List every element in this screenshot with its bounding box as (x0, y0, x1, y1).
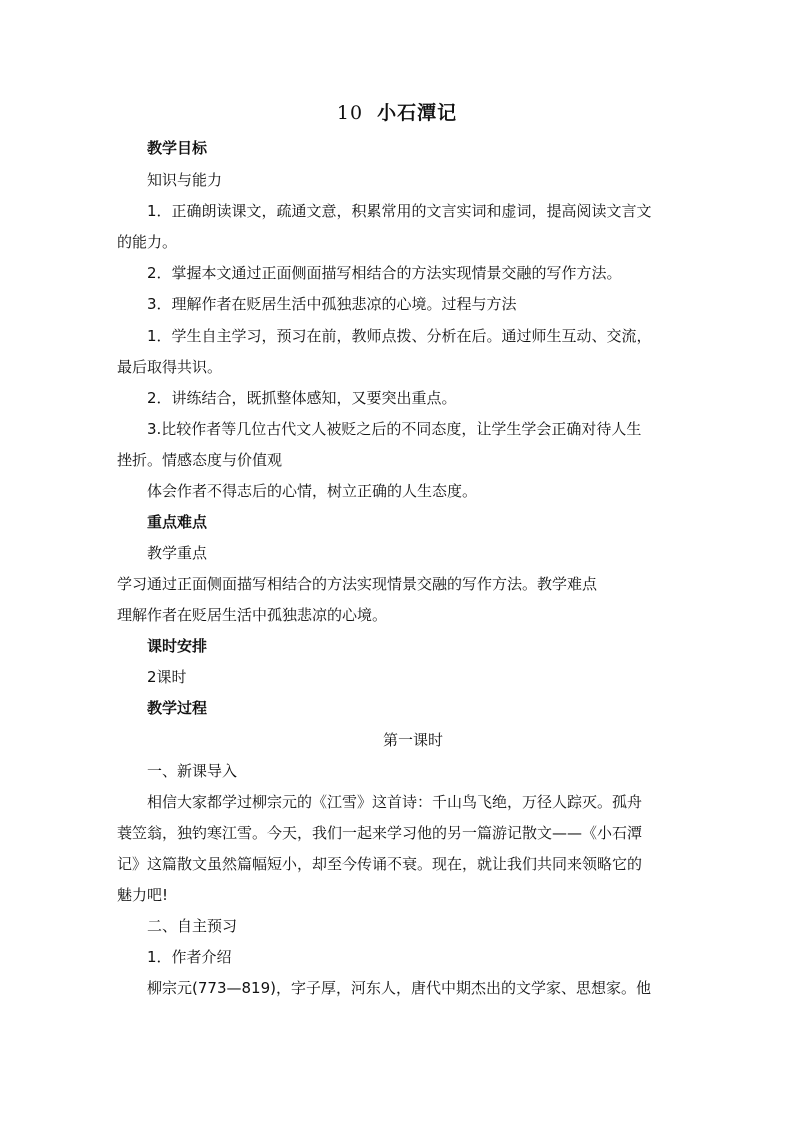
heading-schedule: 课时安排 (147, 637, 208, 655)
process-2: 2．讲练结合，既抓整体感知，又要突出重点。 (147, 389, 457, 407)
author-intro-text: 柳宗元(773—819)，字子厚，河东人，唐代中期杰出的文学家、思想家。他 (147, 979, 651, 997)
teaching-focus-text: 学习通过正面侧面描写相结合的方法实现情景交融的写作方法。教学难点 (117, 575, 598, 593)
teaching-difficulty-text: 理解作者在贬居生活中孤独悲凉的心境。 (117, 606, 388, 624)
lesson-title: 小石潭记 (377, 102, 458, 124)
section-new-lesson-intro: 一、新课导入 (147, 762, 238, 780)
schedule-text: 2课时 (147, 668, 187, 686)
first-lesson-label: 第一课时 (382, 731, 443, 749)
subsection-author-intro: 1．作者介绍 (147, 948, 232, 966)
process-3-line-1: 3.比较作者等几位古代文人被贬之后的不同态度，让学生学会正确对待人生 (147, 420, 642, 438)
intro-paragraph-line-3: 记》这篇散文虽然篇幅短小，却至今传诵不衰。现在，就让我们共同来领略它的 (117, 855, 643, 873)
objective-3: 3．理解作者在贬居生活中孤独悲凉的心境。过程与方法 (147, 295, 517, 313)
document-title (0, 98, 794, 125)
intro-paragraph-line-4: 魅力吧! (117, 886, 169, 904)
objective-1-line-1: 1．正确朗读课文，疏通文意，积累常用的文言实词和虚词，提高阅读文言文 (147, 202, 652, 220)
process-1-line-1: 1．学生自主学习，预习在前，教师点拨、分析在后。通过师生互动、交流， (147, 327, 652, 345)
heading-key-points: 重点难点 (147, 513, 208, 531)
intro-paragraph-line-1: 相信大家都学过柳宗元的《江雪》这首诗：千山鸟飞绝，万径人踪灭。孤舟 (147, 793, 643, 811)
intro-paragraph-line-2: 蓑笠翁，独钓寒江雪。今天，我们一起来学习他的另一篇游记散文——《小石潭 (117, 824, 643, 842)
section-self-preview: 二、自主预习 (147, 917, 238, 935)
heading-teaching-objectives: 教学目标 (147, 139, 208, 157)
subheading-teaching-focus: 教学重点 (147, 544, 208, 562)
objective-1-line-2: 的能力。 (117, 233, 178, 251)
lesson-number: 10 (336, 102, 364, 124)
objective-2: 2．掌握本文通过正面侧面描写相结合的方法实现情景交融的写作方法。 (147, 264, 622, 282)
heading-teaching-process: 教学过程 (147, 699, 208, 717)
process-3-line-2: 挫折。情感态度与价值观 (117, 451, 283, 469)
process-1-line-2: 最后取得共识。 (117, 358, 223, 376)
attitude-text: 体会作者不得志后的心情，树立正确的人生态度。 (147, 482, 478, 500)
subheading-knowledge-ability: 知识与能力 (147, 171, 223, 189)
